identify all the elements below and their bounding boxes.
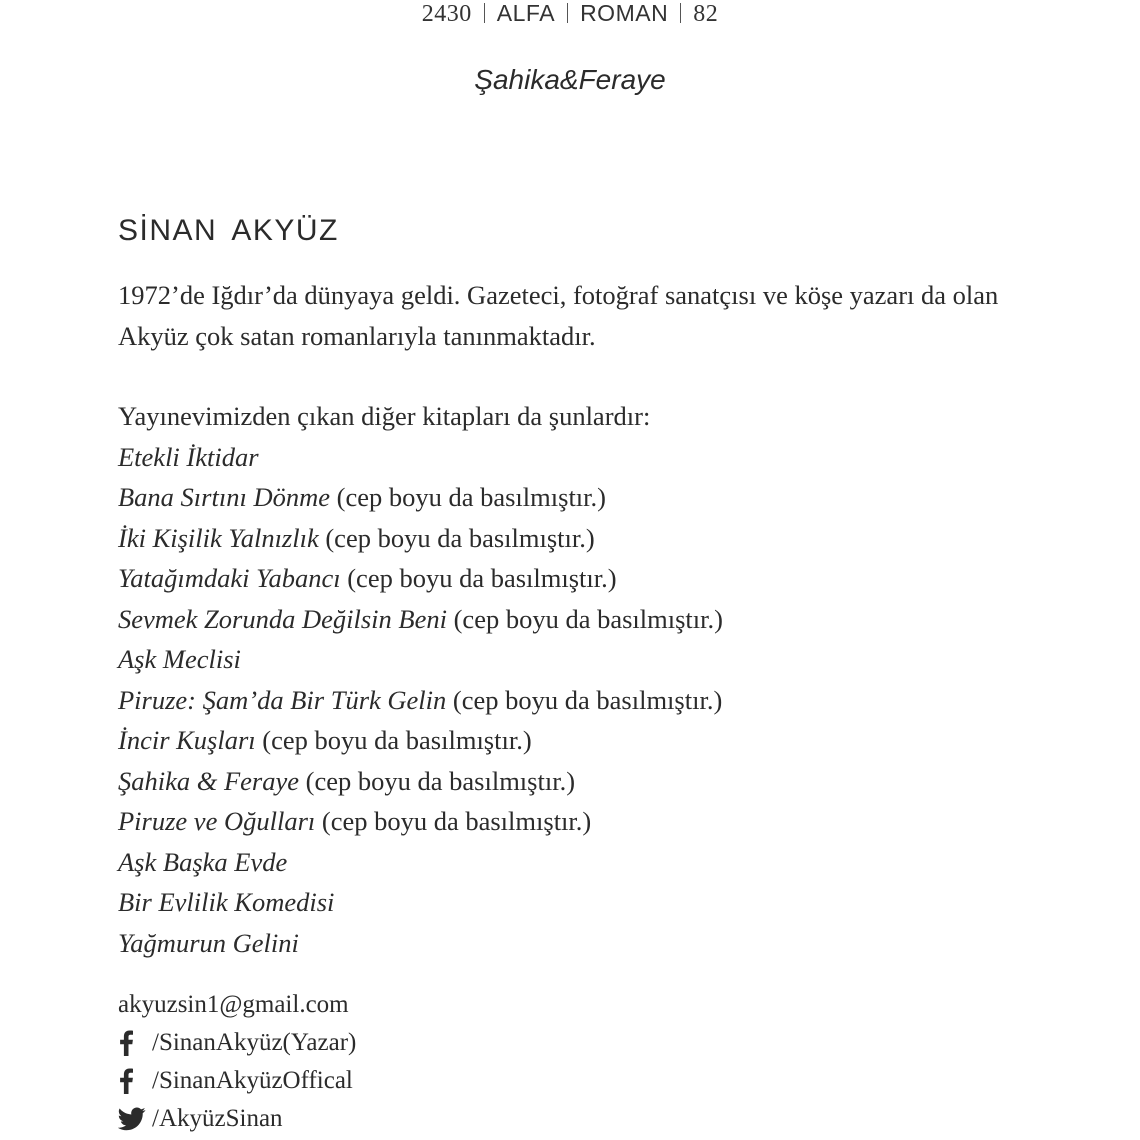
book-note: (cep boyu da basılmıştır.) bbox=[330, 482, 606, 512]
book-title-text: Piruze ve Oğulları bbox=[118, 806, 316, 836]
book-item bbox=[118, 680, 1038, 721]
book-title-text: İncir Kuşları bbox=[118, 725, 256, 755]
divider bbox=[484, 3, 485, 23]
book-title-text: Yağmurun Gelini bbox=[118, 927, 299, 958]
series-name: ALFA bbox=[496, 0, 556, 26]
book-title-text: Bana Sırtını Dönme bbox=[118, 482, 330, 512]
book-item bbox=[118, 761, 1038, 802]
facebook-icon bbox=[118, 1066, 152, 1096]
series-volume: 82 bbox=[693, 1, 719, 27]
book-note: (cep boyu da basılmıştır.) bbox=[318, 522, 595, 553]
twitter-row bbox=[118, 1100, 356, 1138]
facebook-row bbox=[118, 1024, 356, 1062]
series-number: 2430 bbox=[421, 1, 472, 27]
series-category: ROMAN bbox=[580, 0, 669, 26]
facebook-handle[interactable]: /SinanAkyüz(Yazar) bbox=[152, 1029, 357, 1056]
author-bio: 1972’de Iğdır’da dünyaya geldi. Gazeteci, fotoğraf sanatçısı ve köşe yazarı da olan Akyüz çok satan romanlarıyla tanınmaktadır. bbox=[118, 280, 999, 351]
book-note: (cep boyu da basılmıştır.) bbox=[255, 725, 532, 755]
facebook-row bbox=[118, 1062, 356, 1100]
divider bbox=[680, 3, 681, 23]
series-header bbox=[0, 0, 1140, 29]
book-title-text: Aşk Meclisi bbox=[118, 644, 241, 674]
book-title-text: Yatağımdaki Yabancı bbox=[118, 563, 341, 593]
facebook-handle[interactable]: /SinanAkyüzOffical bbox=[152, 1067, 353, 1094]
email-row bbox=[118, 986, 356, 1024]
book-title-text: Aşk Başka Evde bbox=[118, 846, 288, 877]
book-list-section bbox=[118, 396, 1038, 963]
book-title-text: Etekli İktidar bbox=[118, 441, 259, 472]
twitter-handle[interactable]: /AkyüzSinan bbox=[152, 1105, 283, 1132]
email-address[interactable]: akyuzsin1@gmail.com bbox=[118, 991, 349, 1018]
book-item bbox=[118, 882, 1038, 923]
contact-section bbox=[118, 986, 356, 1138]
book-item bbox=[118, 437, 1038, 478]
twitter-icon bbox=[118, 1104, 152, 1134]
book-list bbox=[118, 437, 1038, 964]
book-title-text: Piruze: Şam’da Bir Türk Gelin bbox=[118, 684, 447, 715]
divider bbox=[567, 3, 568, 23]
book-item bbox=[118, 477, 1038, 518]
facebook-icon bbox=[118, 1028, 152, 1058]
book-title-text: Sevmek Zorunda Değilsin Beni bbox=[118, 603, 447, 634]
book-title-text: Bir Evlilik Komedisi bbox=[118, 887, 335, 917]
book-note: (cep boyu da basılmıştır.) bbox=[446, 684, 723, 715]
author-name: SİNAN AKYÜZ bbox=[118, 214, 339, 247]
book-title-text: İki Kişilik Yalnızlık bbox=[118, 522, 319, 553]
book-title: Şahika&Feraye bbox=[474, 64, 666, 95]
book-item bbox=[118, 923, 1038, 964]
book-title-text: Şahika & Feraye bbox=[118, 765, 300, 796]
book-item bbox=[118, 639, 1038, 680]
book-list-intro: Yayınevimizden çıkan diğer kitapları da şunlardır: bbox=[118, 401, 651, 431]
book-note: (cep boyu da basılmıştır.) bbox=[299, 765, 576, 796]
book-item bbox=[118, 599, 1038, 640]
book-item bbox=[118, 720, 1038, 761]
book-item bbox=[118, 518, 1038, 559]
book-item bbox=[118, 801, 1038, 842]
book-item bbox=[118, 558, 1038, 599]
book-note: (cep boyu da basılmıştır.) bbox=[315, 806, 592, 836]
book-item bbox=[118, 842, 1038, 883]
book-note: (cep boyu da basılmıştır.) bbox=[340, 563, 617, 593]
book-note: (cep boyu da basılmıştır.) bbox=[446, 603, 723, 634]
